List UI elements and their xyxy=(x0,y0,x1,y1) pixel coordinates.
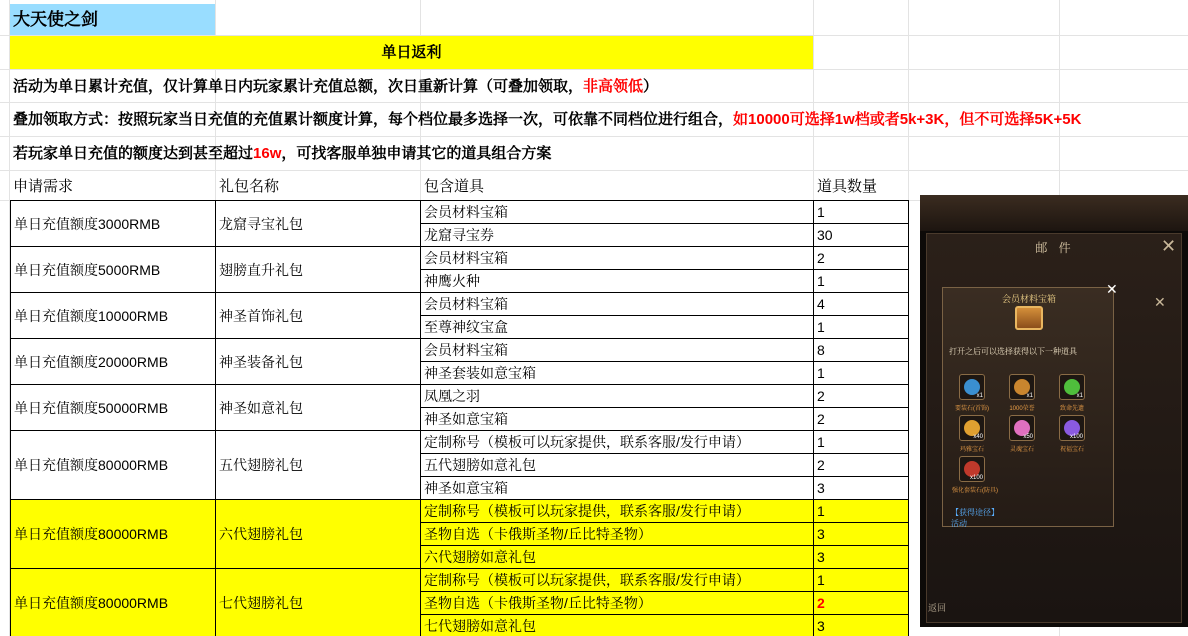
slot-count: x100 xyxy=(1069,434,1083,440)
item-cell[interactable]: 神鹰火种 xyxy=(421,270,814,293)
quantity-cell[interactable]: 1 xyxy=(814,431,909,454)
quantity-cell[interactable]: 2 xyxy=(814,247,909,270)
request-cell[interactable]: 单日充值额度50000RMB xyxy=(11,385,216,431)
slot-label: 强化套装石(防具) xyxy=(952,488,998,494)
header-items[interactable]: 包含道具 xyxy=(424,178,485,195)
item-cell[interactable]: 定制称号（模板可以玩家提供，联系客服/发行申请） xyxy=(421,500,814,523)
package-cell[interactable]: 七代翅膀礼包 xyxy=(216,569,421,636)
item-cell[interactable]: 神圣套装如意宝箱 xyxy=(421,362,814,385)
table-row xyxy=(11,569,909,592)
mail-title: 邮 件 xyxy=(1035,241,1075,255)
request-cell[interactable]: 单日充值额度5000RMB xyxy=(11,247,216,293)
item-cell[interactable]: 五代翅膀如意礼包 xyxy=(421,454,814,477)
item-cell[interactable]: 圣物自选（卡俄斯圣物/丘比特圣物） xyxy=(421,592,814,615)
slot-label: 祝福宝石 xyxy=(1059,447,1084,453)
slot-count: x1 xyxy=(976,393,983,399)
item-cell[interactable]: 会员材料宝箱 xyxy=(421,339,814,362)
reward-slot[interactable] xyxy=(1009,415,1035,441)
reward-slot[interactable] xyxy=(1009,374,1035,400)
slot-label: 玛雅宝石 xyxy=(959,447,984,453)
slot-label: 要装石(首饰) xyxy=(955,406,989,412)
reward-slot[interactable] xyxy=(959,374,985,400)
package-cell[interactable]: 神圣首饰礼包 xyxy=(216,293,421,339)
quantity-cell[interactable]: 4 xyxy=(814,293,909,316)
game-top-bar xyxy=(920,195,1188,231)
slot-label: 致命先遗 xyxy=(1059,406,1084,412)
reward-slot[interactable] xyxy=(959,415,985,441)
package-cell[interactable]: 六代翅膀礼包 xyxy=(216,500,421,569)
slot-count: x1 xyxy=(1076,393,1083,399)
table-row xyxy=(11,500,909,523)
desc-line-2[interactable] xyxy=(10,104,1188,134)
chest-panel-title: 会员材料宝箱 xyxy=(1001,294,1056,304)
desc-line-3-part: 若玩家单日充值的额度达到甚至超过 xyxy=(13,144,254,162)
slot-label: 1000荣誉 xyxy=(1009,406,1035,412)
reward-slot[interactable] xyxy=(959,456,985,482)
desc-line-1[interactable] xyxy=(10,71,1188,101)
chest-icon xyxy=(1015,306,1043,330)
desc-line-3[interactable] xyxy=(10,138,1188,168)
table-row xyxy=(11,339,909,362)
quantity-cell[interactable]: 3 xyxy=(814,523,909,546)
item-cell[interactable]: 七代翅膀如意礼包 xyxy=(421,615,814,636)
reward-slot[interactable] xyxy=(1059,374,1085,400)
desc-line-3-part: 16w xyxy=(253,144,282,162)
item-cell[interactable]: 定制称号（模板可以玩家提供，联系客服/发行申请） xyxy=(421,431,814,454)
chest-info: 打开之后可以选择获得以下一种道具 xyxy=(949,347,1077,356)
game-screenshot xyxy=(920,195,1188,627)
package-cell[interactable]: 翅膀直升礼包 xyxy=(216,247,421,293)
package-cell[interactable]: 龙窟寻宝礼包 xyxy=(216,201,421,247)
package-cell[interactable]: 神圣如意礼包 xyxy=(216,385,421,431)
table-row xyxy=(11,247,909,270)
quantity-cell[interactable]: 1 xyxy=(814,201,909,224)
reward-table xyxy=(10,200,909,636)
table-row xyxy=(11,201,909,224)
package-cell[interactable]: 五代翅膀礼包 xyxy=(216,431,421,500)
quantity-cell[interactable]: 3 xyxy=(814,615,909,636)
item-cell[interactable]: 定制称号（模板可以玩家提供，联系客服/发行申请） xyxy=(421,569,814,592)
slot-count: x40 xyxy=(973,434,983,440)
item-cell[interactable]: 神圣如意宝箱 xyxy=(421,477,814,500)
table-row xyxy=(11,385,909,408)
quantity-cell[interactable]: 2 xyxy=(814,592,909,615)
quantity-cell[interactable]: 2 xyxy=(814,454,909,477)
desc-line-2-part: 如10000可选择1w档或者5k+3K，但不可选择5K+5K xyxy=(733,110,1082,128)
quantity-cell[interactable]: 1 xyxy=(814,569,909,592)
item-cell[interactable]: 至尊神纹宝盒 xyxy=(421,316,814,339)
quantity-cell[interactable]: 3 xyxy=(814,477,909,500)
table-row xyxy=(11,431,909,454)
back-button[interactable]: 返回 xyxy=(928,603,947,613)
quantity-cell[interactable]: 2 xyxy=(814,385,909,408)
header-package[interactable]: 礼包名称 xyxy=(219,178,280,195)
reward-slot[interactable] xyxy=(1059,415,1085,441)
slot-count: x100 xyxy=(969,475,983,481)
quantity-cell[interactable]: 1 xyxy=(814,270,909,293)
source-link[interactable]: 【获得途径】 活动 xyxy=(951,508,999,528)
item-cell[interactable]: 会员材料宝箱 xyxy=(421,247,814,270)
request-cell[interactable]: 单日充值额度3000RMB xyxy=(11,201,216,247)
item-cell[interactable]: 会员材料宝箱 xyxy=(421,293,814,316)
chest-panel xyxy=(942,281,1118,528)
item-cell[interactable]: 凤凰之羽 xyxy=(421,385,814,408)
header-quantity[interactable]: 道具数量 xyxy=(817,178,878,195)
header-request[interactable]: 申请需求 xyxy=(13,178,74,195)
panel-close-icon[interactable]: ✕ xyxy=(1106,281,1118,297)
desc-line-1-part: 非高领低 xyxy=(583,77,644,95)
item-cell[interactable]: 圣物自选（卡俄斯圣物/丘比特圣物） xyxy=(421,523,814,546)
quantity-cell[interactable]: 1 xyxy=(814,362,909,385)
quantity-cell[interactable]: 30 xyxy=(814,224,909,247)
item-cell[interactable]: 会员材料宝箱 xyxy=(421,201,814,224)
item-cell[interactable]: 六代翅膀如意礼包 xyxy=(421,546,814,569)
request-cell[interactable]: 单日充值额度80000RMB xyxy=(11,431,216,500)
item-cell[interactable]: 龙窟寻宝券 xyxy=(421,224,814,247)
quantity-cell[interactable]: 1 xyxy=(814,500,909,523)
section-banner[interactable]: 单日返利 xyxy=(10,36,813,69)
side-close-icon[interactable]: ✕ xyxy=(1154,294,1166,310)
desc-line-2-part: 叠加领取方式：按照玩家当日充值的充值累计额度计算，每个档位最多选择一次，可依靠不同档位进行组合， xyxy=(13,110,734,128)
desc-line-3-part: ，可找客服单独申请其它的道具组合方案 xyxy=(281,144,552,162)
mail-close-icon[interactable]: ✕ xyxy=(1161,236,1177,256)
request-cell[interactable]: 单日充值额度20000RMB xyxy=(11,339,216,385)
request-cell[interactable]: 单日充值额度80000RMB xyxy=(11,500,216,569)
quantity-cell[interactable]: 3 xyxy=(814,546,909,569)
slot-count: x1 xyxy=(1026,393,1033,399)
slot-label: 灵魂宝石 xyxy=(1009,447,1034,453)
sheet-title[interactable]: 大天使之剑 xyxy=(10,4,215,35)
package-cell[interactable]: 神圣装备礼包 xyxy=(216,339,421,385)
table-row xyxy=(11,293,909,316)
desc-line-1-part: 活动为单日累计充值，仅计算单日内玩家累计充值总额，次日重新计算（可叠加领取， xyxy=(13,77,584,95)
slot-count: x50 xyxy=(1023,434,1033,440)
quantity-cell[interactable]: 8 xyxy=(814,339,909,362)
item-cell[interactable]: 神圣如意宝箱 xyxy=(421,408,814,431)
quantity-cell[interactable]: 2 xyxy=(814,408,909,431)
request-cell[interactable]: 单日充值额度10000RMB xyxy=(11,293,216,339)
reward-table-body xyxy=(11,201,909,636)
desc-line-1-part: ） xyxy=(643,77,659,95)
request-cell[interactable]: 单日充值额度80000RMB xyxy=(11,569,216,636)
quantity-cell[interactable]: 1 xyxy=(814,316,909,339)
